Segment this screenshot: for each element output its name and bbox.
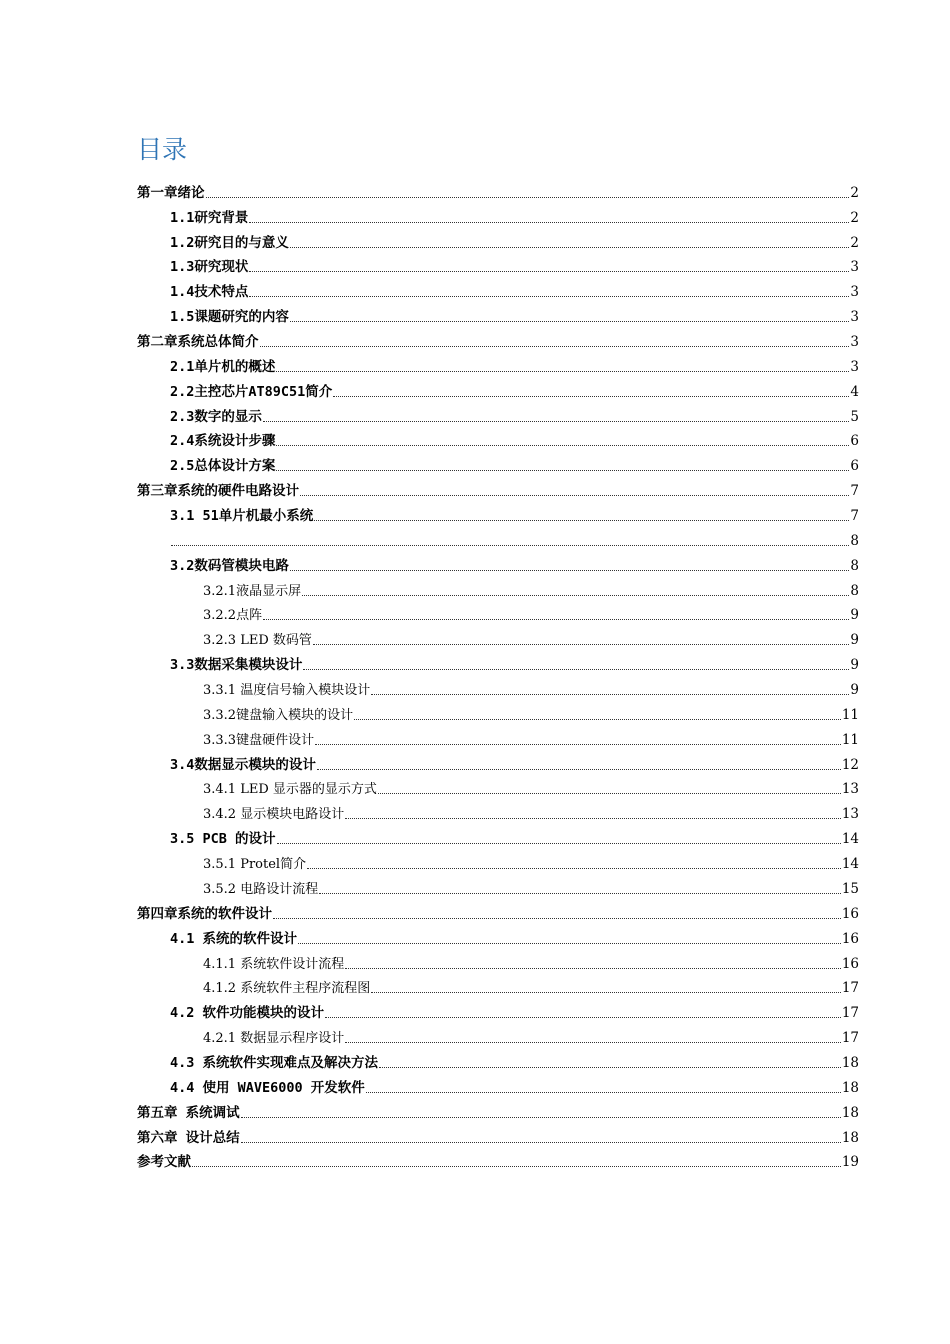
dot-leader bbox=[241, 1116, 841, 1118]
toc-entry-text: 1.1研究背景 bbox=[170, 209, 249, 226]
toc-page-number: 16 bbox=[841, 955, 859, 972]
toc-page-number: 15 bbox=[841, 880, 859, 897]
toc-entry-text: 3.1 51单片机最小系统 bbox=[170, 508, 314, 525]
toc-entry[interactable] bbox=[137, 624, 859, 649]
toc-page-number: 7 bbox=[850, 483, 859, 500]
toc-entry-text: 4.1.2 系统软件主程序流程图 bbox=[203, 981, 371, 997]
toc-entry[interactable] bbox=[137, 674, 859, 699]
toc-page-number: 8 bbox=[850, 532, 859, 549]
toc-page-number: 9 bbox=[850, 632, 859, 649]
dot-leader bbox=[366, 1091, 841, 1093]
dot-leader bbox=[300, 494, 849, 496]
toc-entry[interactable] bbox=[137, 252, 859, 277]
dot-leader bbox=[315, 743, 841, 745]
dot-leader bbox=[206, 196, 850, 198]
dot-leader bbox=[290, 246, 850, 248]
toc-page-number: 9 bbox=[850, 607, 859, 624]
toc-entry-text: 参考文献 bbox=[137, 1154, 191, 1171]
toc-entry[interactable] bbox=[137, 401, 859, 426]
dot-leader bbox=[319, 892, 841, 894]
toc-page-number: 5 bbox=[850, 408, 859, 425]
toc-entry-text: 1.2研究目的与意义 bbox=[170, 234, 289, 251]
toc-entry[interactable] bbox=[137, 575, 859, 600]
toc-page-number: 19 bbox=[841, 1154, 859, 1171]
toc-entry-text: 4.1.1 系统软件设计流程 bbox=[203, 956, 345, 972]
dot-leader bbox=[345, 817, 841, 819]
toc-page-number: 14 bbox=[841, 831, 859, 848]
toc-page-number: 2 bbox=[850, 209, 859, 226]
toc-page-number: 18 bbox=[841, 1054, 859, 1071]
dot-leader bbox=[379, 1066, 841, 1068]
toc-page-number: 13 bbox=[841, 806, 859, 823]
dot-leader bbox=[313, 643, 850, 645]
toc-entry[interactable] bbox=[137, 177, 859, 202]
toc-entry-text: 3.2.3 LED 数码管 bbox=[203, 633, 312, 649]
toc-entry[interactable] bbox=[137, 649, 859, 674]
toc-entry[interactable] bbox=[137, 600, 859, 625]
toc-entry-text: 第五章 系统调试 bbox=[137, 1104, 240, 1121]
toc-entry[interactable] bbox=[137, 351, 859, 376]
toc-entry-text: 1.3研究现状 bbox=[170, 259, 249, 276]
dot-leader bbox=[371, 991, 841, 993]
toc-page-number: 16 bbox=[841, 905, 859, 922]
dot-leader bbox=[273, 917, 841, 919]
dot-leader bbox=[276, 444, 849, 446]
toc-entry[interactable] bbox=[137, 426, 859, 451]
toc-page-number: 6 bbox=[850, 458, 859, 475]
dot-leader bbox=[290, 320, 850, 322]
toc-entry-text: 3.3.3键盘硬件设计 bbox=[203, 732, 315, 748]
toc-entry-text: 3.4.2 显示模块电路设计 bbox=[203, 807, 345, 823]
toc-entry-text: 4.3 系统软件实现难点及解决方法 bbox=[170, 1054, 379, 1071]
toc-entry[interactable] bbox=[137, 1047, 859, 1072]
toc-entry-text: 2.3数字的显示 bbox=[170, 408, 262, 425]
toc-entry[interactable] bbox=[137, 1097, 859, 1122]
toc-entry[interactable] bbox=[137, 973, 859, 998]
toc-page-number: 11 bbox=[841, 731, 859, 748]
toc-entry-text: 3.2.2点阵 bbox=[203, 608, 263, 624]
toc-entry[interactable] bbox=[137, 798, 859, 823]
toc-list bbox=[137, 177, 859, 1171]
toc-entry[interactable] bbox=[137, 550, 859, 575]
toc-entry-text: 3.3.2键盘输入模块的设计 bbox=[203, 707, 354, 723]
dot-leader bbox=[303, 668, 849, 670]
dot-leader bbox=[263, 420, 850, 422]
toc-entry-text: 4.2 软件功能模块的设计 bbox=[170, 1005, 325, 1022]
toc-entry-text: 2.1单片机的概述 bbox=[170, 358, 276, 375]
dot-leader bbox=[249, 221, 849, 223]
toc-page-number: 8 bbox=[850, 557, 859, 574]
toc-entry[interactable] bbox=[137, 1147, 859, 1172]
toc-page-number: 18 bbox=[841, 1129, 859, 1146]
toc-entry[interactable] bbox=[137, 873, 859, 898]
toc-page-number: 3 bbox=[850, 334, 859, 351]
toc-entry[interactable] bbox=[137, 823, 859, 848]
toc-entry[interactable] bbox=[137, 774, 859, 799]
dot-leader bbox=[333, 395, 849, 397]
toc-page-number: 2 bbox=[850, 184, 859, 201]
toc-page-number: 18 bbox=[841, 1104, 859, 1121]
toc-entry-text: 4.1 系统的软件设计 bbox=[170, 930, 298, 947]
toc-entry-text: 3.2数码管模块电路 bbox=[170, 557, 289, 574]
toc-entry[interactable] bbox=[137, 202, 859, 227]
dot-leader bbox=[171, 544, 849, 546]
toc-page-number: 6 bbox=[850, 433, 859, 450]
toc-entry-text: 2.2主控芯片AT89C51简介 bbox=[170, 383, 333, 400]
toc-entry-text: 1.4技术特点 bbox=[170, 284, 249, 301]
toc-page-number: 16 bbox=[841, 930, 859, 947]
dot-leader bbox=[317, 768, 841, 770]
toc-entry[interactable] bbox=[137, 699, 859, 724]
dot-leader bbox=[345, 1041, 841, 1043]
dot-leader bbox=[277, 842, 841, 844]
toc-page-number: 2 bbox=[850, 234, 859, 251]
toc-entry[interactable] bbox=[137, 749, 859, 774]
toc-page-number: 14 bbox=[841, 856, 859, 873]
dot-leader bbox=[302, 594, 849, 596]
toc-entry-text: 第三章系统的硬件电路设计 bbox=[137, 483, 299, 500]
dot-leader bbox=[276, 370, 849, 372]
toc-entry[interactable] bbox=[137, 948, 859, 973]
toc-entry[interactable] bbox=[137, 276, 859, 301]
toc-entry-text: 第四章系统的软件设计 bbox=[137, 905, 272, 922]
toc-entry-text: 2.5总体设计方案 bbox=[170, 458, 276, 475]
toc-page-number: 18 bbox=[841, 1079, 859, 1096]
dot-leader bbox=[290, 569, 850, 571]
toc-entry-text: 第六章 设计总结 bbox=[137, 1129, 240, 1146]
toc-entry-text: 3.5.1 Protel简介 bbox=[203, 857, 307, 873]
toc-entry[interactable] bbox=[137, 326, 859, 351]
toc-entry-text: 1.5课题研究的内容 bbox=[170, 309, 289, 326]
dot-leader bbox=[276, 469, 849, 471]
toc-page-number: 3 bbox=[850, 309, 859, 326]
toc-page-number: 9 bbox=[850, 657, 859, 674]
toc-entry-text: 第二章系统总体简介 bbox=[137, 334, 259, 351]
toc-title: 目录 bbox=[137, 135, 188, 164]
toc-entry-text: 3.4数据显示模块的设计 bbox=[170, 756, 316, 773]
toc-entry[interactable] bbox=[137, 997, 859, 1022]
toc-page-number: 7 bbox=[850, 508, 859, 525]
dot-leader bbox=[192, 1165, 841, 1167]
toc-page-number: 3 bbox=[850, 284, 859, 301]
toc-entry-text: 4.2.1 数据显示程序设计 bbox=[203, 1031, 345, 1047]
dot-leader bbox=[325, 1016, 841, 1018]
toc-page-number: 13 bbox=[841, 781, 859, 798]
toc-entry[interactable] bbox=[137, 724, 859, 749]
dot-leader bbox=[249, 295, 849, 297]
toc-entry-text: 第一章绪论 bbox=[137, 184, 205, 201]
toc-entry[interactable] bbox=[137, 301, 859, 326]
toc-entry[interactable] bbox=[137, 227, 859, 252]
toc-page-number: 11 bbox=[841, 706, 859, 723]
dot-leader bbox=[260, 345, 850, 347]
dot-leader bbox=[241, 1141, 841, 1143]
toc-entry[interactable] bbox=[137, 923, 859, 948]
dot-leader bbox=[298, 942, 841, 944]
toc-entry[interactable] bbox=[137, 525, 859, 550]
toc-page-number: 4 bbox=[850, 383, 859, 400]
toc-entry-text: 3.3数据采集模块设计 bbox=[170, 657, 303, 674]
toc-entry-text: 4.4 使用 WAVE6000 开发软件 bbox=[170, 1079, 365, 1096]
toc-page-number: 17 bbox=[841, 1005, 859, 1022]
toc-page-number: 12 bbox=[841, 756, 859, 773]
toc-entry[interactable] bbox=[137, 376, 859, 401]
toc-entry[interactable] bbox=[137, 1072, 859, 1097]
dot-leader bbox=[378, 792, 841, 794]
toc-entry[interactable] bbox=[137, 500, 859, 525]
toc-page-number: 8 bbox=[850, 582, 859, 599]
toc-entry[interactable] bbox=[137, 848, 859, 873]
toc-entry-text: 3.2.1液晶显示屏 bbox=[203, 583, 302, 599]
dot-leader bbox=[354, 718, 841, 720]
toc-page-number: 17 bbox=[841, 1030, 859, 1047]
dot-leader bbox=[307, 867, 841, 869]
toc-entry-text: 3.3.1 温度信号输入模块设计 bbox=[203, 683, 371, 699]
toc-entry[interactable] bbox=[137, 450, 859, 475]
toc-entry[interactable] bbox=[137, 475, 859, 500]
toc-page-number: 3 bbox=[850, 358, 859, 375]
dot-leader bbox=[345, 967, 841, 969]
dot-leader bbox=[371, 693, 849, 695]
toc-entry-text: 3.5 PCB 的设计 bbox=[170, 831, 276, 848]
toc-entry-text: 3.5.2 电路设计流程 bbox=[203, 881, 319, 897]
toc-entry[interactable] bbox=[137, 898, 859, 923]
dot-leader bbox=[314, 519, 849, 521]
toc-entry[interactable] bbox=[137, 1022, 859, 1047]
toc-entry-text: 2.4系统设计步骤 bbox=[170, 433, 276, 450]
toc-page-number: 3 bbox=[850, 259, 859, 276]
toc-page-number: 9 bbox=[850, 682, 859, 699]
toc-entry-text: 3.4.1 LED 显示器的显示方式 bbox=[203, 782, 377, 798]
toc-entry[interactable] bbox=[137, 1122, 859, 1147]
dot-leader bbox=[249, 270, 849, 272]
dot-leader bbox=[263, 618, 849, 620]
toc-page-number: 17 bbox=[841, 980, 859, 997]
